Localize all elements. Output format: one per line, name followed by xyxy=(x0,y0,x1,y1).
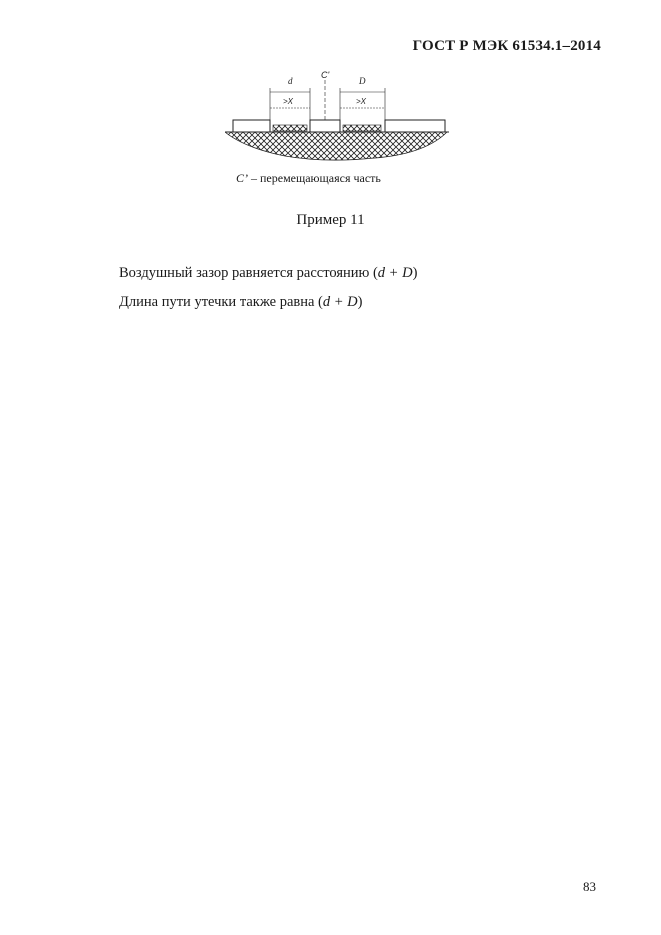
label-gtX-left: >X xyxy=(283,97,294,106)
page-number: 83 xyxy=(583,879,596,894)
label-C: C' xyxy=(321,70,330,80)
line-formula: d + D xyxy=(377,265,413,281)
clearance-diagram-svg xyxy=(225,66,455,166)
moving-part xyxy=(310,120,340,132)
label-gtX-right: >X xyxy=(356,97,367,106)
line-formula: d + D xyxy=(322,294,358,310)
left-part xyxy=(233,120,270,132)
line-close: ) xyxy=(357,294,363,310)
clearance-diagram xyxy=(225,66,455,166)
gap-ribs-left xyxy=(273,125,307,131)
line-text: Воздушный зазор равняется расстоянию ( xyxy=(119,265,378,281)
body-line-creepage xyxy=(119,294,363,311)
line-text: Длина пути утечки также равна ( xyxy=(119,294,323,310)
figure-caption xyxy=(236,171,381,186)
right-part xyxy=(385,120,445,132)
caption-symbol: C’ xyxy=(236,171,248,185)
standard-title: ГОСТ Р МЭК 61534.1–2014 xyxy=(412,38,601,54)
gap-ribs-right xyxy=(343,125,381,131)
hatched-base xyxy=(225,132,447,160)
example-title: Пример 11 xyxy=(296,212,365,228)
caption-text: – перемещающаяся часть xyxy=(248,171,381,185)
label-D: D xyxy=(359,76,366,86)
label-d: d xyxy=(288,76,293,86)
line-close: ) xyxy=(412,265,418,281)
body-line-air-clearance xyxy=(119,265,417,282)
